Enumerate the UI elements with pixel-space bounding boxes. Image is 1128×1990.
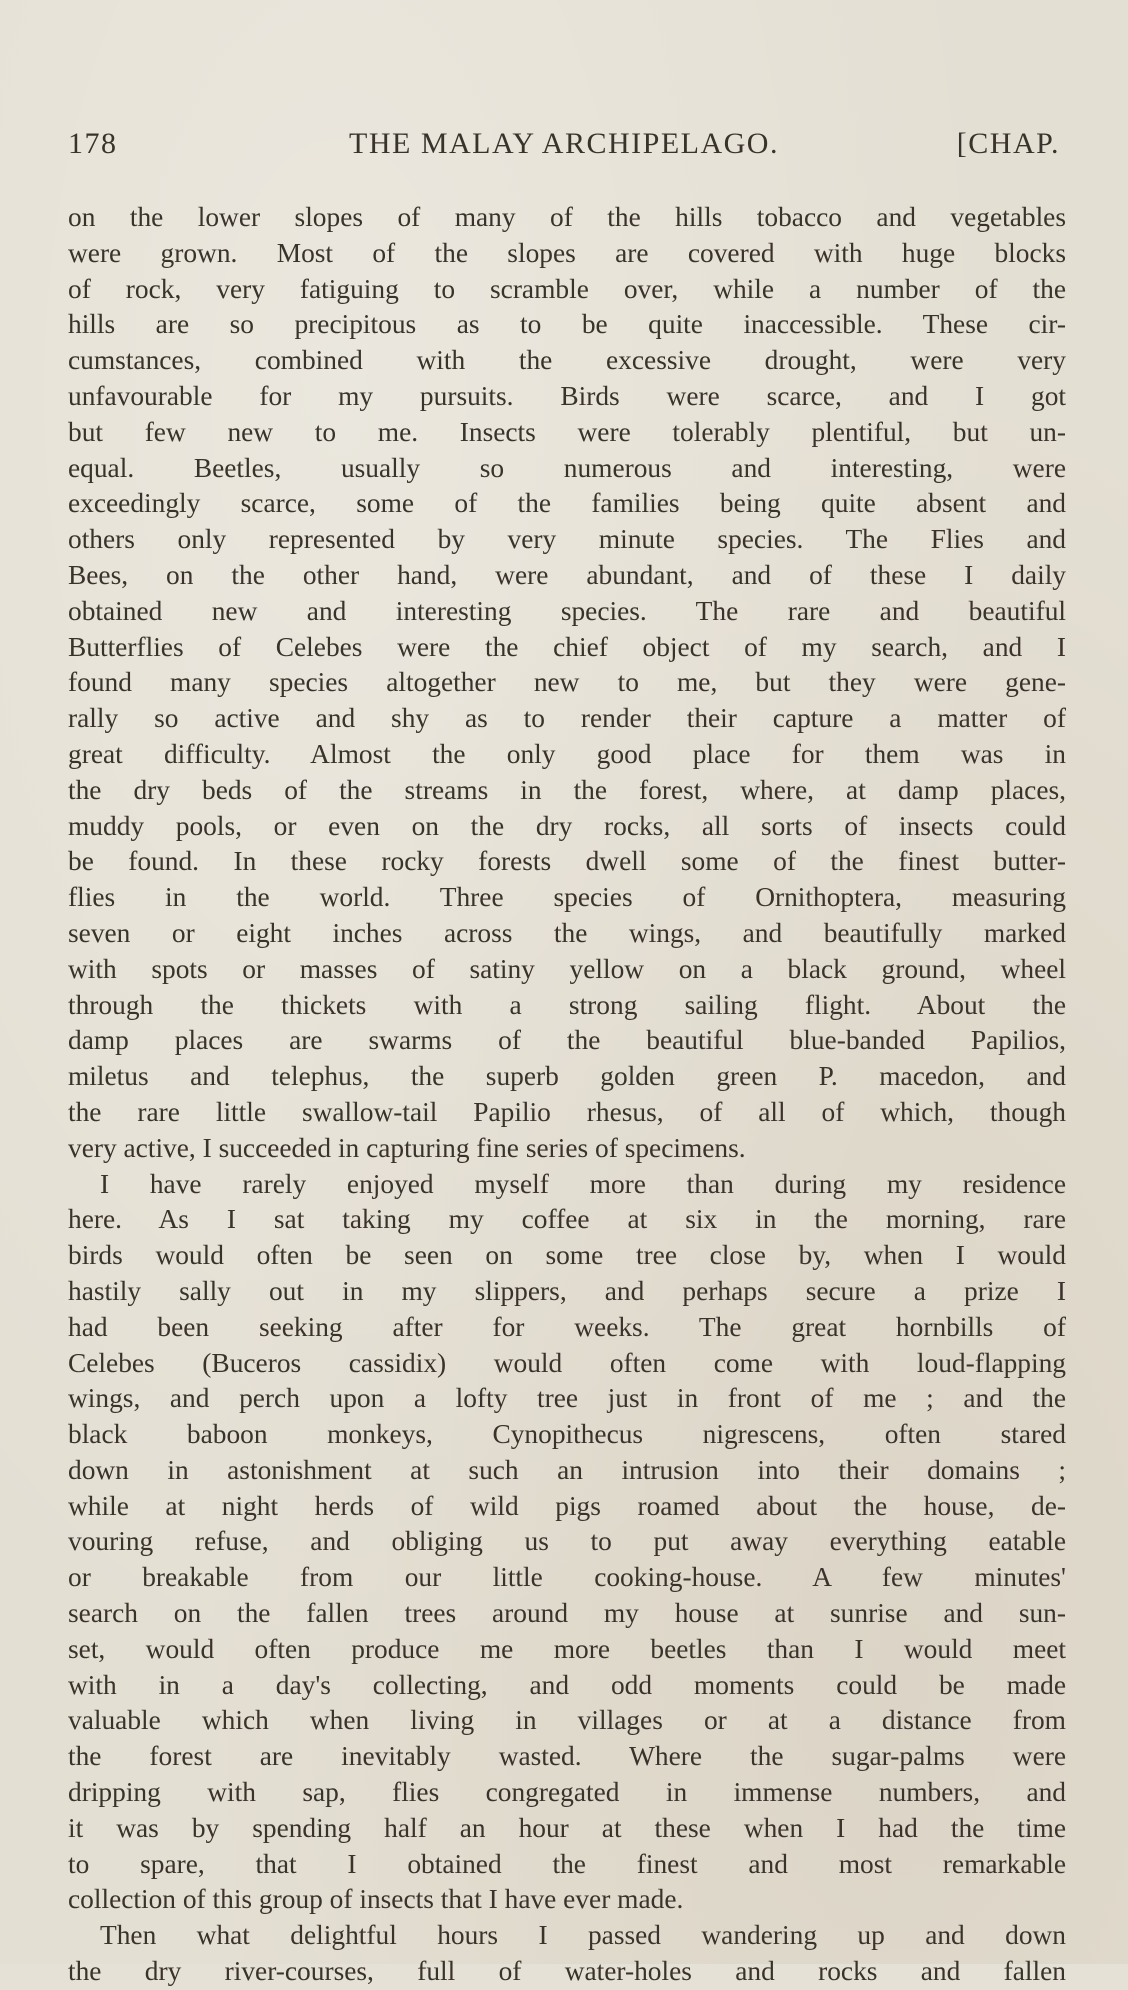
page-header — [68, 126, 1060, 162]
paragraph-end-line: very active, I succeeded in capturing fine series of specimens. — [68, 1132, 746, 1163]
text-line: were grown. Most of the slopes are covered with huge blocks — [68, 237, 1066, 268]
text-line: vouring refuse, and obliging us to put away everything eatable — [68, 1526, 1066, 1557]
text-line: on the lower slopes of many of the hills tobacco and vegetables — [68, 202, 1066, 232]
text-line: but few new to me. Insects were tolerably plentiful, but un- — [68, 416, 1066, 447]
text-line: birds would often be seen on some tree close by, when I would — [68, 1240, 1066, 1271]
text-line: through the thickets with a strong sailing flight. About the — [68, 989, 1066, 1020]
text-line: Butterflies of Celebes were the chief object of my search, and I — [68, 631, 1066, 662]
text-line: search on the fallen trees around my house at sunrise and sun- — [68, 1598, 1066, 1629]
text-line: to spare, that I obtained the finest and most remarkable — [68, 1848, 1066, 1879]
text-line: down in astonishment at such an intrusion into their domains ; — [68, 1454, 1066, 1485]
text-line: the rare little swallow-tail Papilio rhesus, of all of which, though — [68, 1096, 1066, 1127]
text-line: hills are so precipitous as to be quite inaccessible. These cir- — [68, 309, 1066, 340]
text-line: rally so active and shy as to render their capture a matter of — [68, 703, 1066, 734]
text-line: damp places are swarms of the beautiful blue-banded Papilios, — [68, 1025, 1066, 1056]
text-line: wings, and perch upon a lofty tree just in front of me ; and the — [68, 1383, 1066, 1414]
text-line: with in a day's collecting, and odd moments could be made — [68, 1669, 1066, 1700]
text-line: set, would often produce me more beetles than I would meet — [68, 1633, 1066, 1664]
text-line: others only represented by very minute species. The Flies and — [68, 524, 1066, 555]
text-line: Bees, on the other hand, were abundant, and of these I daily — [68, 559, 1066, 590]
text-line: or breakable from our little cooking-house. A few minutes' — [68, 1562, 1066, 1593]
text-line: Celebes (Buceros cassidix) would often come with loud-flapping — [68, 1347, 1066, 1378]
text-line: of rock, very fatiguing to scramble over, while a number of the — [68, 273, 1066, 304]
text-line: dripping with sap, flies congregated in immense numbers, and — [68, 1777, 1066, 1808]
paragraph-end-line: collection of this group of insects that I have ever made. — [68, 1884, 684, 1915]
text-line: miletus and telephus, the superb golden green P. macedon, and — [68, 1061, 1066, 1092]
text-line: great difficulty. Almost the only good place for them was in — [68, 738, 1066, 769]
text-line: valuable which when living in villages or at a distance from — [68, 1705, 1066, 1736]
text-line: flies in the world. Three species of Ornithoptera, measuring — [68, 882, 1066, 913]
text-line: the dry river-courses, full of water-holes and rocks and fallen — [68, 1956, 1066, 1987]
paragraph-start-line: Then what delightful hours I passed wandering up and down — [100, 1920, 1066, 1951]
text-line: obtained new and interesting species. The rare and beautiful — [68, 595, 1066, 626]
text-line: with spots or masses of satiny yellow on a black ground, wheel — [68, 953, 1066, 984]
text-line: the dry beds of the streams in the forest, where, at damp places, — [68, 774, 1066, 805]
text-line: unfavourable for my pursuits. Birds were scarce, and I got — [68, 380, 1066, 411]
body-text — [68, 200, 1066, 1990]
text-line: here. As I sat taking my coffee at six in the morning, rare — [68, 1204, 1066, 1235]
paragraph-start-line: I have rarely enjoyed myself more than during my residence — [100, 1168, 1066, 1199]
text-line: the forest are inevitably wasted. Where the sugar-palms were — [68, 1741, 1066, 1772]
text-line: while at night herds of wild pigs roamed about the house, de- — [68, 1490, 1066, 1521]
page-number: 178 — [68, 127, 118, 160]
text-line: had been seeking after for weeks. The great hornbills of — [68, 1311, 1066, 1342]
text-line: cumstances, combined with the excessive drought, were very — [68, 345, 1066, 376]
text-line: it was by spending half an hour at these when I had the time — [68, 1812, 1066, 1843]
text-line: muddy pools, or even on the dry rocks, all sorts of insects could — [68, 810, 1066, 841]
text-line: seven or eight inches across the wings, and beautifully marked — [68, 917, 1066, 948]
running-title: THE MALAY ARCHIPELAGO. — [349, 127, 779, 160]
text-line: be found. In these rocky forests dwell some of the finest butter- — [68, 846, 1066, 877]
text-line: hastily sally out in my slippers, and perhaps secure a prize I — [68, 1275, 1066, 1306]
text-line: equal. Beetles, usually so numerous and interesting, were — [68, 452, 1066, 483]
text-line: found many species altogether new to me, but they were gene- — [68, 667, 1066, 698]
text-line: exceedingly scarce, some of the families being quite absent and — [68, 488, 1066, 519]
text-line: black baboon monkeys, Cynopithecus nigrescens, often stared — [68, 1419, 1066, 1450]
chapter-label: [CHAP. — [956, 127, 1060, 160]
